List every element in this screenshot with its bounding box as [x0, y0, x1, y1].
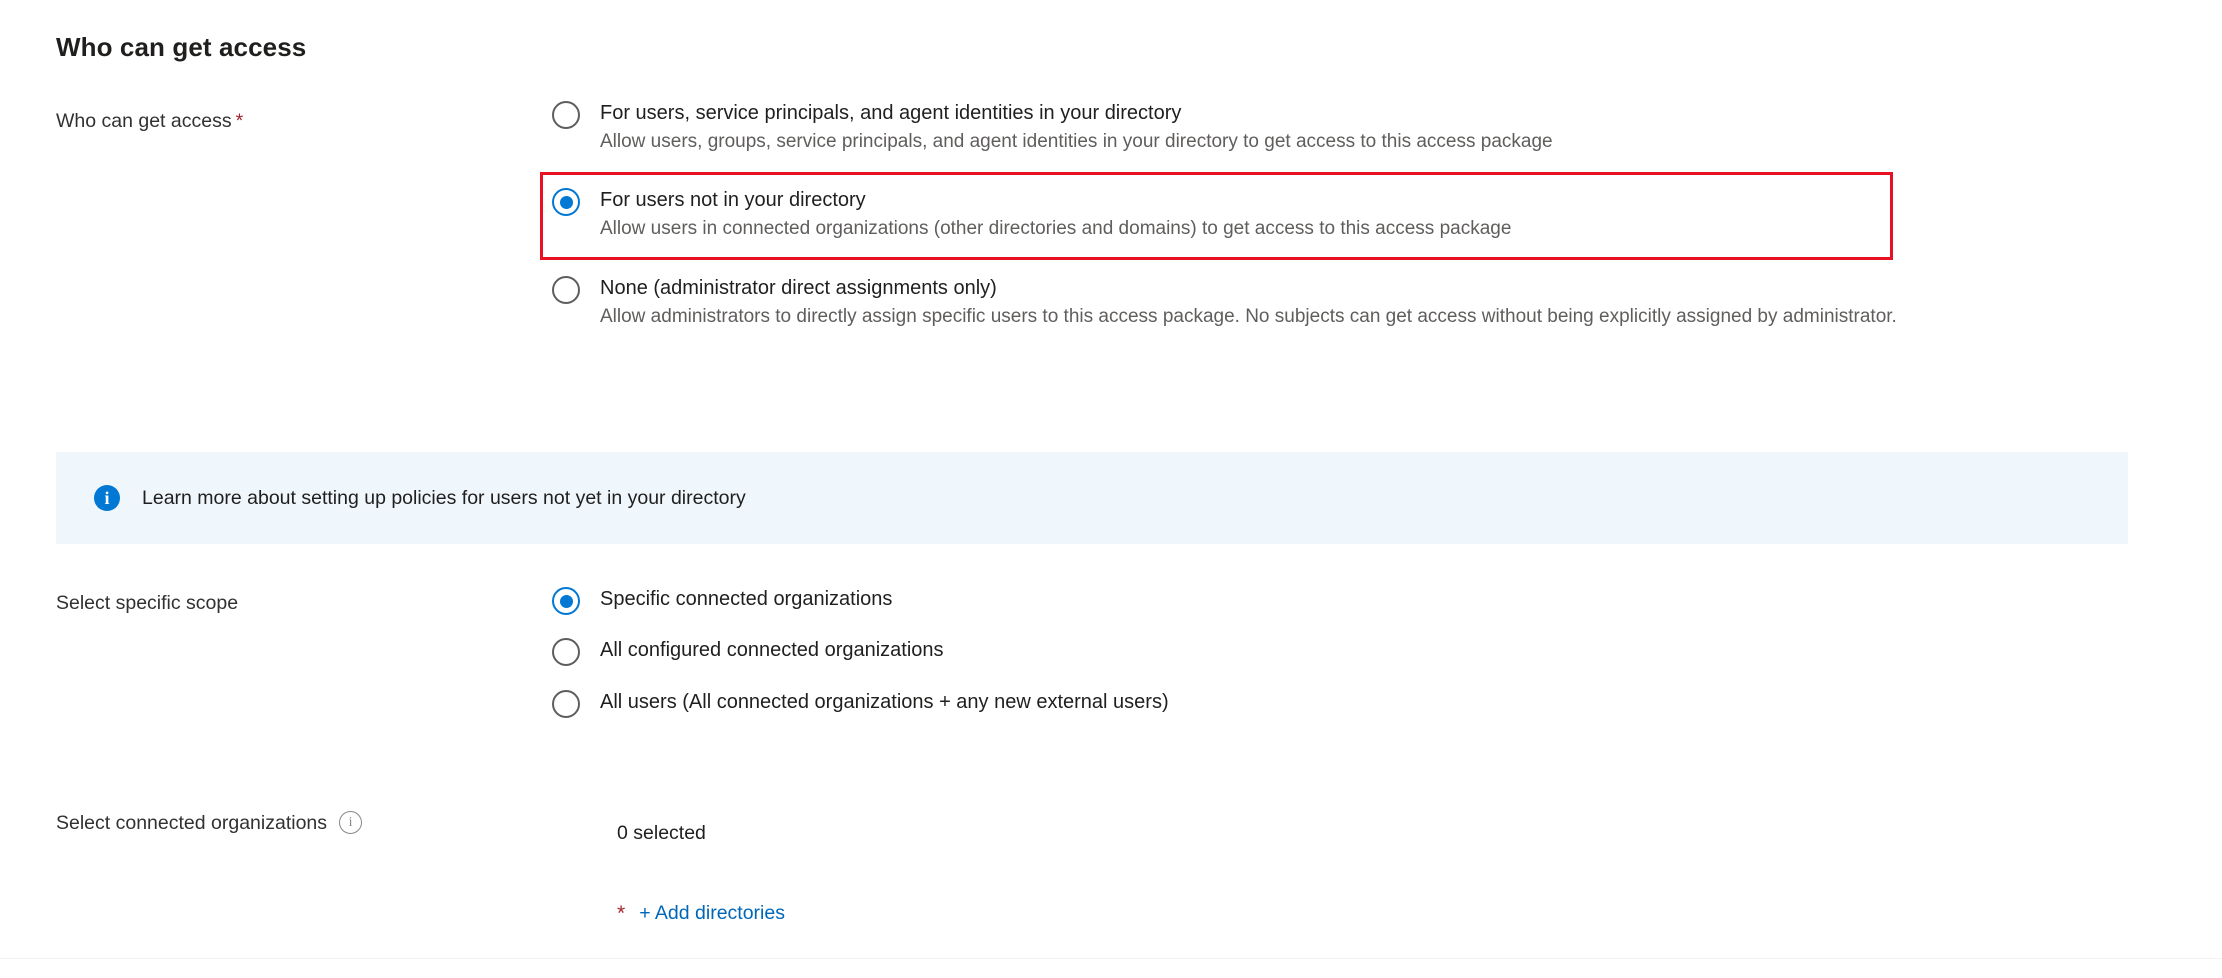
who-can-get-access-label — [56, 110, 243, 133]
radio-texts-none-direct-assignments — [600, 275, 1910, 330]
select-connected-organizations-label — [56, 812, 362, 835]
radio-texts-all-users — [600, 689, 1169, 715]
required-asterisk: * — [235, 110, 244, 132]
radio-indicator-none-direct-assignments[interactable] — [552, 276, 580, 304]
radio-title-users-in-directory: For users, service principals, and agent identities in your directory — [600, 102, 1182, 124]
radio-indicator-all-configured-connected-orgs[interactable] — [552, 638, 580, 666]
radio-option-users-not-in-directory[interactable] — [552, 187, 1511, 242]
radio-indicator-users-in-directory[interactable] — [552, 101, 580, 129]
radio-texts-users-in-directory — [600, 100, 1553, 155]
radio-texts-specific-connected-orgs — [600, 586, 892, 612]
radio-option-all-configured-connected-orgs[interactable] — [552, 637, 944, 666]
radio-option-users-in-directory[interactable] — [552, 100, 1553, 155]
who-can-get-access-label-text: Who can get access — [56, 110, 232, 132]
radio-title-all-configured-connected-orgs: All configured connected organizations — [600, 639, 944, 661]
add-directories-link[interactable]: + Add directories — [639, 902, 785, 924]
radio-indicator-all-users[interactable] — [552, 690, 580, 718]
radio-indicator-specific-connected-orgs[interactable] — [552, 587, 580, 615]
selected-count-text: 0 selected — [617, 822, 706, 844]
radio-option-all-users[interactable] — [552, 689, 1169, 718]
info-banner-text[interactable]: Learn more about setting up policies for users not yet in your directory — [142, 486, 746, 509]
radio-option-none-direct-assignments[interactable] — [552, 275, 1910, 330]
add-directories-row — [617, 902, 785, 925]
info-icon: i — [94, 485, 120, 511]
radio-title-users-not-in-directory: For users not in your directory — [600, 189, 866, 211]
radio-texts-users-not-in-directory — [600, 187, 1511, 242]
info-circle-icon[interactable]: i — [339, 811, 362, 834]
add-directories-required-asterisk: * — [617, 902, 626, 925]
bottom-divider — [0, 958, 2222, 959]
radio-indicator-users-not-in-directory[interactable] — [552, 188, 580, 216]
radio-desc-users-not-in-directory: Allow users in connected organizations (other directories and domains) to get access to this access package — [600, 218, 1512, 239]
page-title: Who can get access — [56, 32, 307, 62]
radio-title-all-users: All users (All connected organizations + any new external users) — [600, 691, 1169, 713]
select-connected-organizations-label-text: Select connected organizations — [56, 812, 328, 834]
radio-title-specific-connected-orgs: Specific connected organizations — [600, 588, 893, 610]
radio-desc-none-direct-assignments: Allow administrators to directly assign specific users to this access package. No subjects can get access without being explicitly assigned by administrator. — [600, 306, 1897, 327]
radio-title-none-direct-assignments: None (administrator direct assignments only) — [600, 277, 997, 299]
info-banner — [56, 452, 2128, 544]
radio-option-specific-connected-orgs[interactable] — [552, 586, 892, 615]
select-specific-scope-label: Select specific scope — [56, 592, 239, 614]
radio-desc-users-in-directory: Allow users, groups, service principals, and agent identities in your directory to get access to this access package — [600, 131, 1553, 152]
radio-texts-all-configured-connected-orgs — [600, 637, 944, 663]
